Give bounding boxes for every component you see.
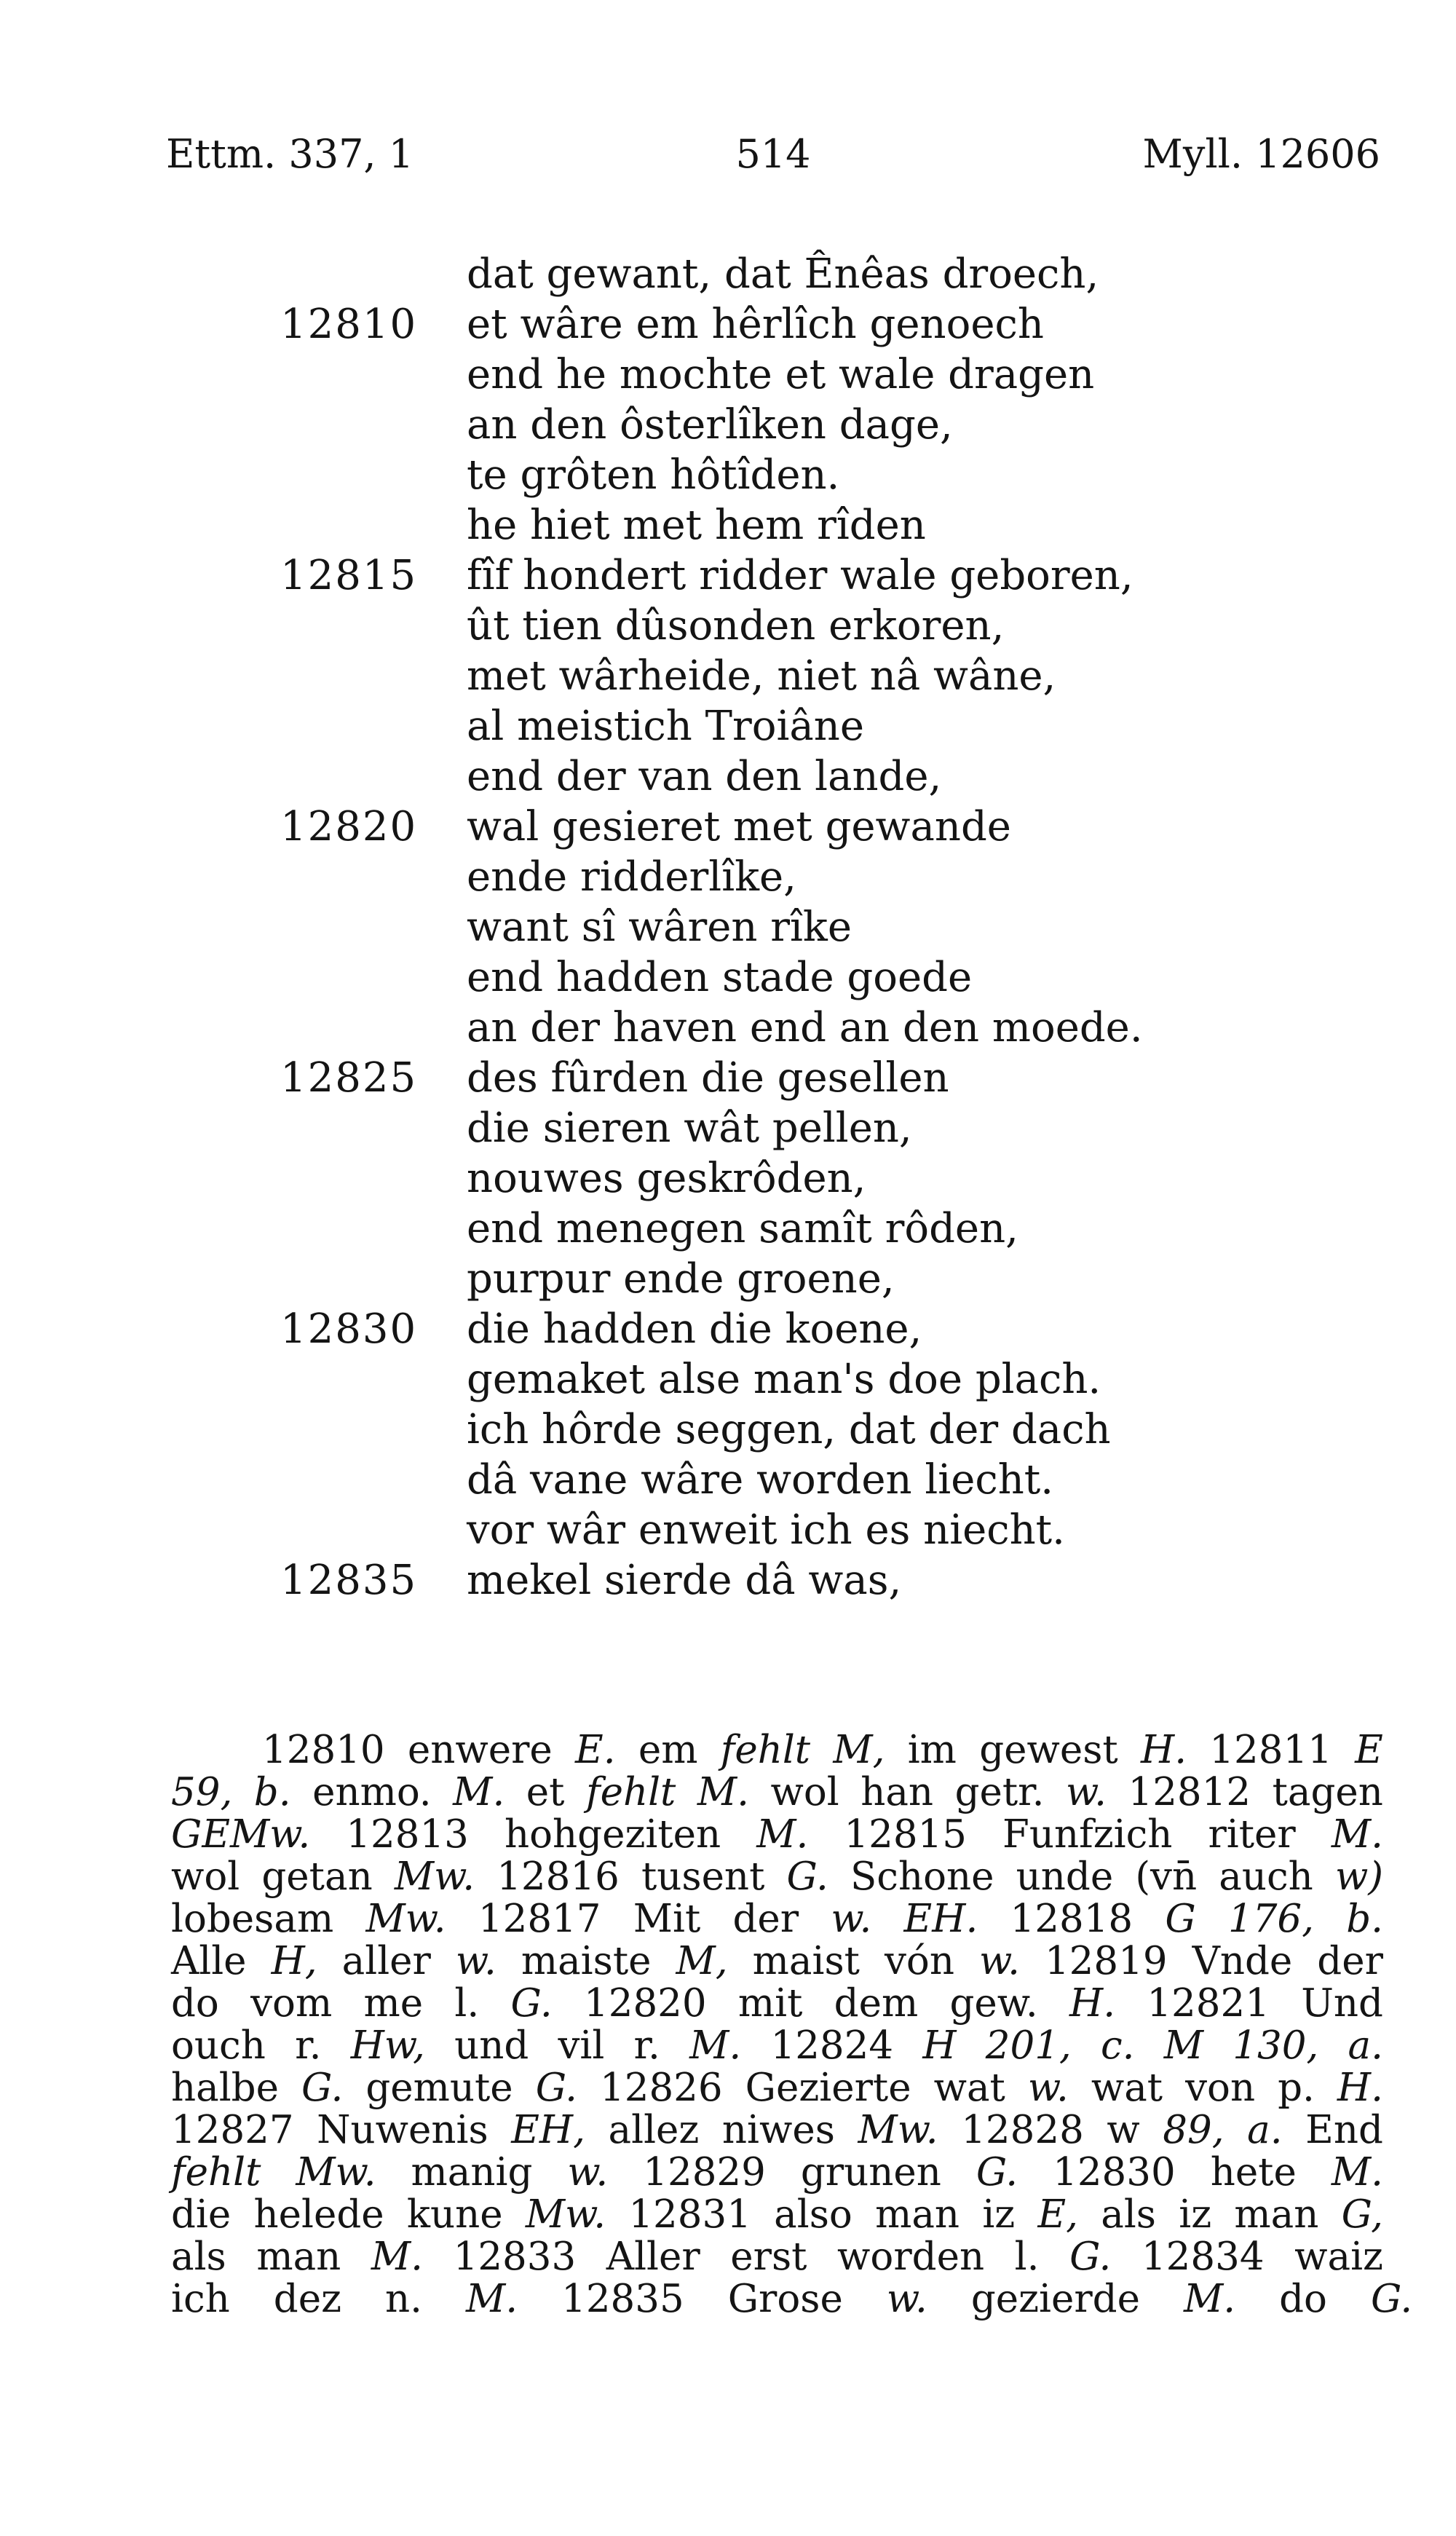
footnote-word: 12818: [1010, 1897, 1133, 1941]
footnote-word: M,: [833, 1728, 885, 1772]
poem-line: [0, 349, 1456, 400]
footnote-word: w.: [979, 1939, 1020, 1983]
verse-text: end der van den lande,: [467, 753, 942, 800]
poem-line: [0, 651, 1456, 701]
verse-text: met wârheide, niet nâ wâne,: [467, 652, 1056, 700]
footnote-word: 12830: [1053, 2150, 1176, 2195]
footnote-word: 12828: [961, 2108, 1084, 2152]
footnote-line: [171, 2194, 1383, 2236]
footnote-word: M.: [689, 2023, 742, 2068]
footnote-word: 12835: [561, 2277, 684, 2321]
footnote-word: 12820: [584, 1981, 707, 2026]
footnote-word: E.: [575, 1728, 616, 1772]
footnote-word: riter: [1208, 1812, 1296, 1857]
footnote-word: als: [1101, 2192, 1156, 2237]
page-number: 514: [735, 131, 811, 177]
poem-line: [0, 299, 1456, 349]
footnote-word: erst: [730, 2235, 807, 2279]
footnote-word: gemute: [365, 2066, 513, 2110]
footnote-word: Mw.: [394, 1854, 475, 1899]
footnote-word: 12811: [1209, 1728, 1332, 1772]
footnote-word: man: [256, 2235, 341, 2279]
footnote-word: l.: [454, 1981, 480, 2026]
footnote-word: niwes: [721, 2108, 835, 2152]
verse-text: al meistich Troiâne: [467, 703, 864, 750]
verse-text: wal gesieret met gewande: [467, 803, 1011, 850]
footnote-word: wat: [933, 2066, 1005, 2110]
verse-text: want sî wâren rîke: [467, 904, 852, 951]
verse-text: ich hôrde seggen, dat der dach: [467, 1406, 1111, 1453]
footnote-word: Funfzich: [1002, 1812, 1173, 1857]
footnote-word: M.: [756, 1812, 809, 1857]
verse-text: ende ridderlîke,: [467, 853, 796, 901]
footnote-word: man: [875, 2192, 960, 2237]
footnote-word: M.: [453, 1770, 505, 1814]
footnote-word: w.: [1066, 1770, 1107, 1814]
footnote-word: 59,: [171, 1770, 233, 1814]
footnote-word: man: [1234, 2192, 1319, 2237]
footnote-word: enwere: [407, 1728, 553, 1772]
poem-line: [0, 500, 1456, 550]
footnote-word: hohgeziten: [504, 1812, 721, 1857]
footnote-word: w.: [886, 2277, 927, 2321]
footnote-word: et: [526, 1770, 565, 1814]
line-number: 12830: [280, 1305, 418, 1353]
footnote-word: n.: [385, 2277, 422, 2321]
poem-line: [0, 400, 1456, 450]
poem-text: [0, 249, 1456, 1605]
footnote-word: r.: [633, 2023, 660, 2068]
footnote-word: 12812: [1128, 1770, 1251, 1814]
footnote-word: End: [1305, 2108, 1383, 2152]
verse-text: mekel sierde dâ was,: [467, 1557, 902, 1604]
poem-line: [0, 852, 1456, 902]
footnote-line: [171, 1729, 1383, 1771]
footnote-word: G: [1165, 1897, 1196, 1941]
verse-text: dat gewant, dat Ênêas droech,: [467, 250, 1099, 298]
footnotes: [171, 1728, 1413, 2321]
footnote-word: M.: [1331, 1812, 1383, 1857]
footnote-word: Mit: [633, 1897, 701, 1941]
footnote-word: M.: [371, 2235, 424, 2279]
footnote-word: Gezierte: [745, 2066, 911, 2110]
footnote-word: M.: [465, 2277, 518, 2321]
verse-text: nouwes geskrôden,: [467, 1155, 866, 1202]
footnote-word: me: [363, 1981, 424, 2026]
footnote-word: 176,: [1227, 1897, 1314, 1941]
footnote-word: M,: [676, 1939, 728, 1983]
footnote-word: manig: [411, 2150, 533, 2195]
footnote-word: G.: [976, 2150, 1018, 2195]
poem-line: [0, 1304, 1456, 1354]
footnote-line: [171, 2152, 1383, 2194]
page-header: [166, 131, 1380, 189]
footnote-word: G.: [510, 1981, 553, 2026]
poem-line: [0, 1153, 1456, 1204]
footnote-word: die: [171, 2192, 232, 2237]
footnote-word: 12813: [346, 1812, 469, 1857]
footnote-line: [171, 2109, 1383, 2152]
footnote-word: 12819: [1044, 1939, 1168, 1983]
footnote-line: [171, 2067, 1383, 2109]
verse-text: an der haven end an den moede.: [467, 1004, 1143, 1051]
verse-text: vor wâr enweit ich es niecht.: [467, 1506, 1065, 1554]
footnote-word: Mw.: [858, 2108, 938, 2152]
footnote-word: unde: [1016, 1854, 1114, 1899]
poem-line: [0, 1204, 1456, 1254]
footnote-word: von: [1185, 2066, 1256, 2110]
footnote-word: tusent: [641, 1854, 765, 1899]
poem-line: [0, 802, 1456, 852]
footnote-word: G.: [535, 2066, 577, 2110]
footnote-word: do: [1279, 2277, 1327, 2321]
footnote-word: getan: [261, 1854, 373, 1899]
footnote-word: EH.: [903, 1897, 978, 1941]
footnote-word: r.: [295, 2023, 322, 2068]
footnote-word: maist: [752, 1939, 860, 1983]
footnote-word: E: [1355, 1728, 1383, 1772]
footnote-word: 201,: [985, 2023, 1072, 2068]
footnote-word: tagen: [1272, 1770, 1383, 1814]
footnote-word: M.: [1331, 2150, 1383, 2195]
footnote-word: gewest: [979, 1728, 1118, 1772]
footnote-word: ouch: [171, 2023, 266, 2068]
footnote-word: worden: [837, 2235, 985, 2279]
footnote-word: M.: [1183, 2277, 1236, 2321]
footnote-word: a.: [1247, 2108, 1283, 2152]
footnote-word: w.: [1027, 2066, 1069, 2110]
footnote-word: Alle: [171, 1939, 247, 1983]
footnote-word: ich: [171, 2277, 230, 2321]
poem-line: [0, 1003, 1456, 1053]
line-number: 12815: [280, 552, 418, 599]
footnote-word: hete: [1210, 2150, 1297, 2195]
footnote-word: b.: [253, 1770, 291, 1814]
footnote-word: 12815: [844, 1812, 967, 1857]
footnote-word: em: [638, 1728, 698, 1772]
footnote-word: fehlt: [171, 2150, 261, 2195]
footnote-word: 12831: [628, 2192, 751, 2237]
poem-line: [0, 249, 1456, 299]
verse-text: dâ vane wâre worden liecht.: [467, 1456, 1054, 1504]
footnote-word: gezierde: [970, 2277, 1140, 2321]
footnote-word: G.: [786, 1854, 828, 1899]
verse-text: purpur ende groene,: [467, 1255, 895, 1303]
footnote-word: M: [1163, 2023, 1204, 2068]
poem-line: [0, 450, 1456, 500]
poem-line: [0, 1505, 1456, 1555]
footnote-word: lobesam: [171, 1897, 334, 1941]
footnote-word: 130,: [1233, 2023, 1319, 2068]
footnote-word: getr.: [954, 1770, 1045, 1814]
footnote-word: 12824: [770, 2023, 894, 2068]
footnote-word: H.: [1337, 2066, 1383, 2110]
footnote-word: dez: [273, 2277, 341, 2321]
footnote-word: 12833: [453, 2235, 577, 2279]
footnote-word: EH,: [511, 2108, 585, 2152]
footnote-word: p.: [1278, 2066, 1315, 2110]
footnote-word: w.: [831, 1897, 872, 1941]
footnote-word: waiz: [1294, 2235, 1383, 2279]
footnote-word: vom: [250, 1981, 333, 2026]
footnote-word: Und: [1301, 1981, 1383, 2026]
footnote-word: allez: [608, 2108, 700, 2152]
verse-text: gemaket alse man's doe plach.: [467, 1356, 1101, 1403]
footnote-word: (vn̄: [1135, 1854, 1198, 1899]
poem-line: [0, 701, 1456, 751]
footnote-word: 12810: [262, 1728, 385, 1772]
footnote-word: G,: [1341, 2192, 1383, 2237]
footnote-line: [171, 1814, 1383, 1856]
footnote-word: H.: [1140, 1728, 1187, 1772]
footnote-word: aller: [341, 1939, 431, 1983]
footnote-line: [171, 2277, 1413, 2321]
footnote-line: [171, 1771, 1383, 1814]
verse-text: fîf hondert ridder wale geboren,: [467, 552, 1133, 599]
poem-line: [0, 1354, 1456, 1405]
footnote-word: iz: [1179, 2192, 1212, 2237]
footnote-word: do: [171, 1981, 219, 2026]
line-number: 12825: [280, 1054, 418, 1102]
poem-line: [0, 1254, 1456, 1304]
footnote-word: Mw.: [296, 2150, 376, 2195]
verse-text: end he mochte et wale dragen: [467, 351, 1095, 398]
line-number: 12810: [280, 301, 418, 348]
poem-line: [0, 952, 1456, 1003]
poem-line: [0, 751, 1456, 802]
footnote-word: c.: [1101, 2023, 1135, 2068]
poem-line: [0, 902, 1456, 952]
footnote-word: H: [922, 2023, 957, 2068]
footnote-word: wol: [770, 1770, 839, 1814]
footnote-word: b.: [1346, 1897, 1383, 1941]
footnote-word: halbe: [171, 2066, 279, 2110]
poem-line: [0, 550, 1456, 601]
footnote-line: [171, 1983, 1383, 2025]
footnote-word: und: [454, 2023, 529, 2068]
verse-text: end menegen samît rôden,: [467, 1205, 1018, 1252]
footnote-word: GEMw.: [171, 1812, 311, 1857]
footnote-word: 12827: [171, 2108, 294, 2152]
footnote-word: w.: [567, 2150, 609, 2195]
footnote-word: iz: [982, 2192, 1016, 2237]
footnote-word: Nuwenis: [317, 2108, 488, 2152]
footnote-word: als: [171, 2235, 226, 2279]
verse-text: end hadden stade goede: [467, 954, 973, 1001]
footnote-word: im: [907, 1728, 957, 1772]
footnote-word: M.: [697, 1770, 749, 1814]
footnote-line: [171, 1940, 1383, 1983]
footnote-word: Mw.: [525, 2192, 606, 2237]
footnote-word: 12817: [478, 1897, 601, 1941]
footnote-word: vil: [558, 2023, 605, 2068]
footnote-word: a.: [1348, 2023, 1383, 2068]
footnote-word: w.: [455, 1939, 496, 1983]
footnote-word: gew.: [949, 1981, 1038, 2026]
poem-line: [0, 1555, 1456, 1605]
header-right-reference: Myll. 12606: [1142, 131, 1380, 177]
footnote-word: 12821: [1147, 1981, 1270, 2026]
footnote-word: E,: [1037, 2192, 1078, 2237]
footnote-line: [171, 1898, 1383, 1940]
footnote-word: grunen: [800, 2150, 941, 2195]
footnote-word: H.: [1069, 1981, 1116, 2026]
poem-line: [0, 1103, 1456, 1153]
footnote-word: helede: [253, 2192, 384, 2237]
footnote-word: Grose: [727, 2277, 843, 2321]
header-left-reference: Ettm. 337, 1: [166, 131, 414, 177]
line-number: 12820: [280, 803, 418, 850]
verse-text: et wâre em hêrlîch genoech: [467, 301, 1044, 348]
footnote-word: Aller: [606, 2235, 700, 2279]
poem-line: [0, 601, 1456, 651]
footnote-line: [171, 2025, 1383, 2067]
footnote-word: Hw,: [350, 2023, 425, 2068]
footnote-word: maiste: [521, 1939, 652, 1983]
footnote-word: wat: [1091, 2066, 1163, 2110]
verse-text: an den ôsterlîken dage,: [467, 401, 953, 449]
verse-text: die hadden die koene,: [467, 1305, 922, 1353]
footnote-word: l.: [1014, 2235, 1040, 2279]
footnote-word: enmo.: [312, 1770, 432, 1814]
footnote-word: 12834: [1141, 2235, 1265, 2279]
footnote-word: 12816: [496, 1854, 620, 1899]
verse-text: he hiet met hem rîden: [467, 502, 926, 549]
footnote-word: der: [1317, 1939, 1383, 1983]
footnote-word: G.: [301, 2066, 344, 2110]
footnote-word: 89,: [1163, 2108, 1224, 2152]
footnote-word: wol: [171, 1854, 240, 1899]
footnote-word: 12829: [643, 2150, 766, 2195]
footnote-word: G.: [1069, 2235, 1112, 2279]
footnote-word: vón: [884, 1939, 954, 1983]
poem-line: [0, 1053, 1456, 1103]
footnote-word: Schone: [850, 1854, 994, 1899]
footnote-word: G.: [1370, 2277, 1413, 2321]
footnote-word: der: [732, 1897, 799, 1941]
footnote-word: Mw.: [365, 1897, 446, 1941]
footnote-word: 12826: [600, 2066, 723, 2110]
footnote-word: fehlt: [585, 1770, 676, 1814]
footnote-word: auch: [1219, 1854, 1313, 1899]
footnote-word: Vnde: [1192, 1939, 1293, 1983]
footnote-word: mit: [737, 1981, 803, 2026]
footnote-word: H,: [271, 1939, 317, 1983]
footnote-word: w): [1334, 1854, 1383, 1899]
verse-text: des fûrden die gesellen: [467, 1054, 949, 1102]
poem-line: [0, 1455, 1456, 1505]
line-number: 12835: [280, 1557, 418, 1604]
footnote-line: [171, 1856, 1383, 1898]
footnote-word: also: [774, 2192, 852, 2237]
footnote-line: [171, 2236, 1383, 2278]
verse-text: te grôten hôtîden.: [467, 451, 840, 499]
poem-line: [0, 1405, 1456, 1455]
footnote-word: kune: [406, 2192, 503, 2237]
footnote-word: dem: [834, 1981, 919, 2026]
footnote-word: w: [1107, 2108, 1140, 2152]
footnote-word: fehlt: [720, 1728, 811, 1772]
verse-text: ût tien dûsonden erkoren,: [467, 602, 1005, 649]
footnote-word: han: [860, 1770, 934, 1814]
verse-text: die sieren wât pellen,: [467, 1105, 912, 1152]
